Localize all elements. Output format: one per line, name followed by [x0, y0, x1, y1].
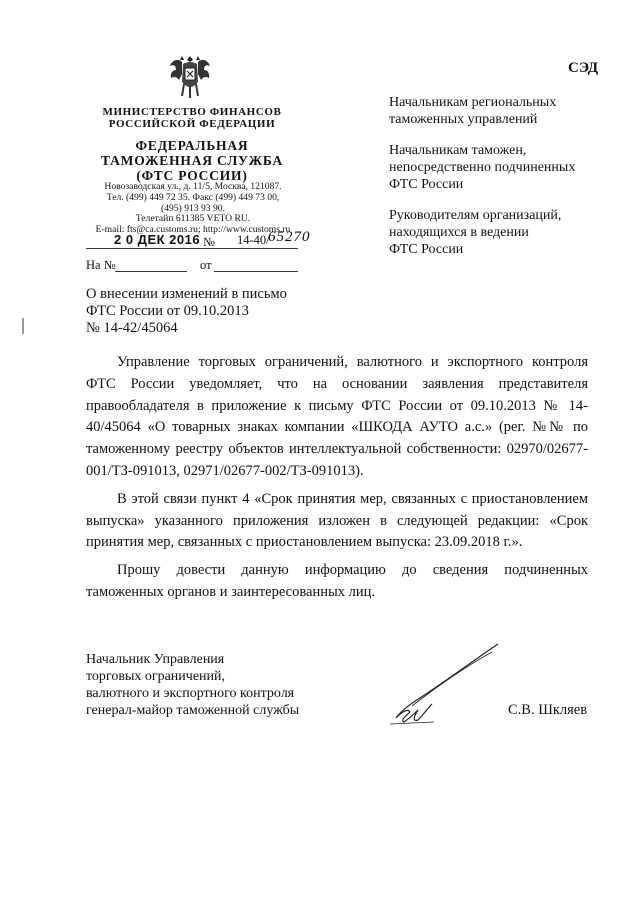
- ministry-name: МИНИСТЕРСТВО ФИНАНСОВ РОССИЙСКОЙ ФЕДЕРАЦИИ: [102, 106, 282, 130]
- letter-subject: О внесении изменений в письмо ФТС России от 09.10.2013 № 14-42/45064: [86, 286, 287, 336]
- handwritten-signature: [380, 638, 510, 728]
- signatory-name: С.В. Шкляев: [508, 702, 588, 718]
- signatory-position: Начальник Управления торговых ограничений, валютного и экспортного контроля генерал-майор таможенной службы: [86, 652, 300, 718]
- body-paragraph: В этой связи пункт 4 «Срок принятия мер, связанных с приостановлением выпуска» указанного приложения изложен в следующей редакции: «Срок принятия мер, связанных с приостановлением выпуска: 23.09.2018 г.».: [86, 490, 588, 551]
- from-line: [214, 258, 298, 272]
- margin-mark: [22, 318, 24, 334]
- addressee-group: Начальникам таможен, непосредственно подчиненных ФТС России: [389, 143, 576, 192]
- reference-label: На №: [86, 258, 116, 272]
- divider: [86, 248, 298, 249]
- reference-line: [115, 258, 187, 272]
- handwritten-number: 65270: [268, 229, 311, 245]
- from-label: от: [200, 258, 212, 272]
- service-name: ФЕДЕРАЛЬНАЯ ТАМОЖЕННАЯ СЛУЖБА (ФТС РОССИИ): [100, 138, 284, 183]
- sed-mark: СЭД: [568, 60, 599, 76]
- contact-block: Новозаводская ул., д. 11/5, Москва, 121087. Тел. (499) 449 72 35. Факс (499) 449 73 00, (495) 913 93 90. Телетайп 611385 VETO RU. E-mail: fts@ca.customs.ru; http://www.customs.ru: [95, 181, 291, 236]
- body-paragraph: Управление торговых ограничений, валютного и экспортного контроля ФТС России уведомляет, что на основании заявления представителя правообладателя в приложение к письму ФТС России от 09.10.2013 № 14-40/45064 «О товарных знаках компании «ШКОДА АУТО а.с.» (рег. №№ по таможенному реестру объектов интеллектуальной собственности: 02970/02677-001/ТЗ-091013, 02971/02677-002/ТЗ-091013).: [86, 354, 588, 479]
- outgoing-number: 14-40/: [237, 233, 270, 247]
- addressees: [389, 94, 609, 272]
- date-stamp: 2 0 ДЕК 2016: [114, 232, 201, 247]
- coat-of-arms-icon: [168, 52, 212, 100]
- addressee-group: Руководителям организаций, находящихся в ведении ФТС России: [389, 208, 562, 257]
- body-paragraph: Прошу довести данную информацию до сведения подчиненных таможенных органов и заинтересованных лиц.: [86, 562, 588, 600]
- letter-body: [86, 352, 588, 610]
- addressee-group: Начальникам региональных таможенных управлений: [389, 95, 557, 127]
- number-label: №: [203, 235, 215, 249]
